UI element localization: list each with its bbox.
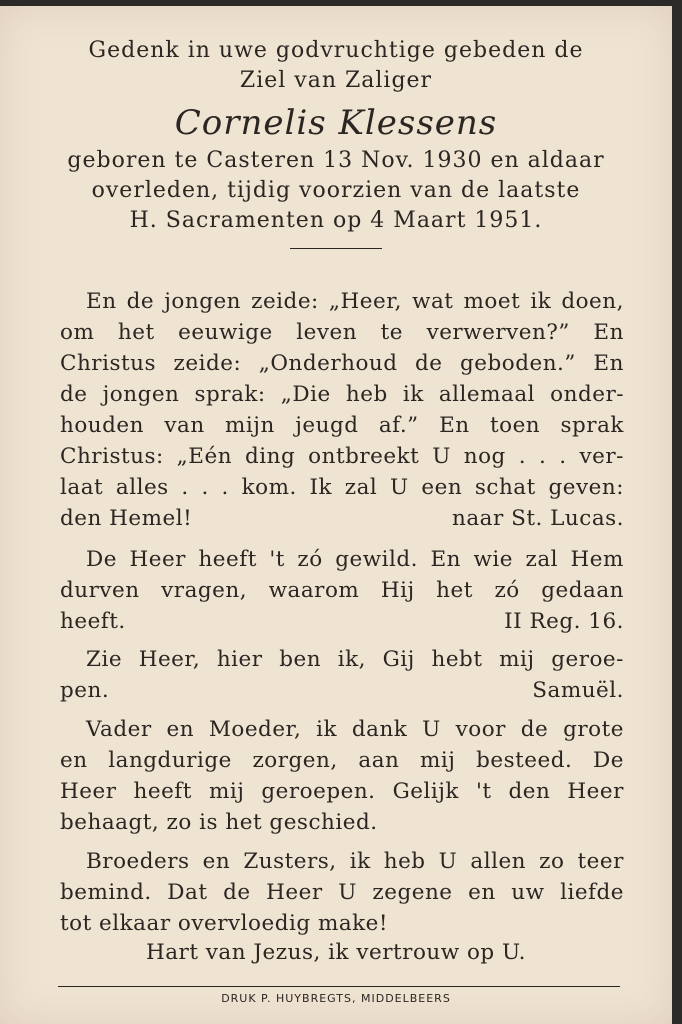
footer-divider — [58, 986, 620, 987]
memorial-card — [0, 6, 672, 1024]
printer-credit: DRUK P. HUYBREGTS, MIDDELBEERS — [221, 992, 451, 1005]
header-line-2: Ziel van Zaliger — [239, 68, 433, 93]
paragraph-line: Heer heeft mij geroepen. Gelijk 't den Heer — [60, 779, 624, 804]
paragraph-line: en langdurige zorgen, aan mij besteed. De — [60, 748, 624, 773]
paragraph-line: durven vragen, waarom Hij het zó gedaan — [60, 578, 624, 603]
paragraph-line: Vader en Moeder, ik dank U voor de grote — [86, 717, 624, 742]
header-line-5: H. Sacramenten op 4 Maart 1951. — [129, 208, 543, 233]
paragraph-3 — [60, 644, 624, 706]
paragraph-line: bemind. Dat de Heer U zegene en uw liefde — [60, 880, 624, 905]
header-line-4: overleden, tijdig voorzien van de laatste — [91, 178, 581, 203]
paragraph-line: om het eeuwige leven te verwerven?” En — [60, 320, 624, 345]
paragraph-4 — [60, 714, 624, 838]
header-divider — [290, 248, 382, 249]
paragraph-last-line — [60, 606, 624, 637]
paragraph-last-line — [60, 908, 624, 939]
paragraph-last-text: pen. — [60, 678, 110, 703]
paragraph-last-text: tot elkaar overvloedig make! — [60, 911, 389, 936]
paragraph-last-line — [60, 675, 624, 706]
paragraph-last-text: den Hemel! — [60, 506, 193, 531]
paragraph-line: Broeders en Zusters, ik heb U allen zo teer — [86, 849, 624, 874]
paragraph-last-line — [60, 503, 624, 534]
card-header — [0, 36, 672, 249]
paragraph-last-text: heeft. — [60, 609, 126, 634]
scripture-source: II Reg. 16. — [504, 609, 624, 634]
paragraph-line: laat alles . . . kom. Ik zal U een schat geven: — [60, 475, 624, 500]
paragraph-line: De Heer heeft 't zó gewild. En wie zal Hem — [86, 547, 624, 572]
paragraph-line: En de jongen zeide: „Heer, wat moet ik doen, — [86, 289, 624, 314]
paragraph-line: houden van mijn jeugd af.” En toen sprak — [60, 413, 624, 438]
paragraph-last-line — [60, 807, 624, 838]
paragraph-line: Zie Heer, hier ben ik, Gij hebt mij geroe- — [86, 647, 624, 672]
paragraph-line: de jongen sprak: „Die heb ik allemaal onder- — [60, 382, 624, 407]
paragraph-2 — [60, 544, 624, 637]
paragraph-5 — [60, 846, 624, 939]
paragraph-line: Christus: „Eén ding ontbreekt U nog . . . ver- — [60, 444, 624, 469]
scripture-source: naar St. Lucas. — [452, 506, 624, 531]
deceased-name: Cornelis Klessens — [174, 103, 498, 143]
scripture-source: Samuël. — [532, 678, 624, 703]
header-line-1: Gedenk in uwe godvruchtige gebeden de — [88, 38, 584, 63]
paragraph-line: Christus zeide: „Onderhoud de geboden.” En — [60, 351, 624, 376]
closing-line: Hart van Jezus, ik vertrouw op U. — [145, 940, 527, 965]
header-line-3: geboren te Casteren 13 Nov. 1930 en aldaar — [67, 148, 605, 173]
paragraph-1 — [60, 286, 624, 534]
paragraph-last-text: behaagt, zo is het geschied. — [60, 810, 378, 835]
